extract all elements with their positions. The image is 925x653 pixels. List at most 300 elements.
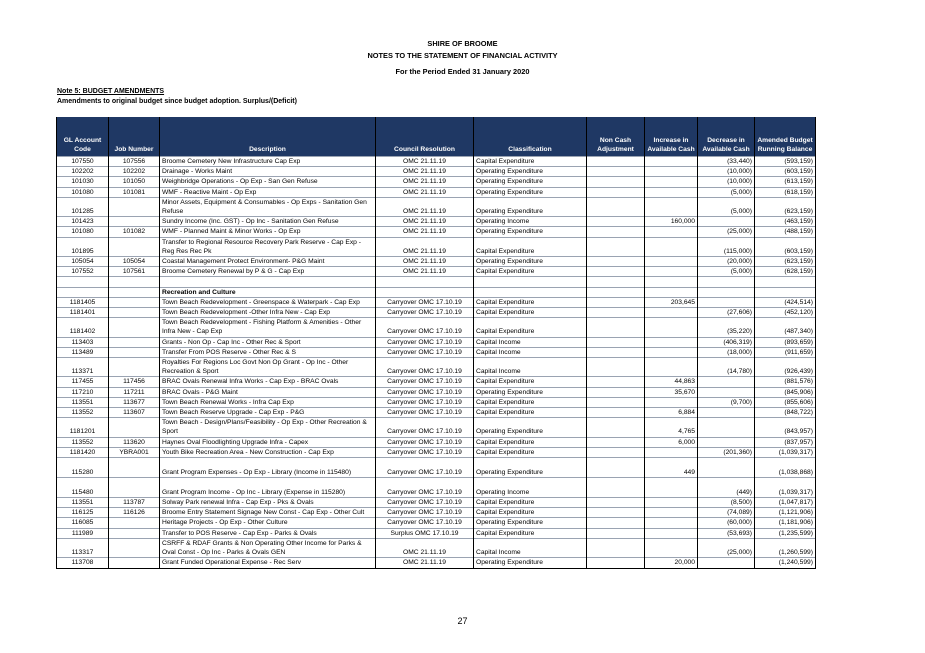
description-cell: Royalties For Regions Loc Govt Non Op Grant - Op Inc - Other Recreation & Sport xyxy=(160,358,376,377)
non-cash-cell xyxy=(587,187,645,197)
col-increase-cash: Increase in Available Cash xyxy=(645,117,698,157)
classification-cell: Capital Expenditure xyxy=(474,308,587,318)
table-row xyxy=(57,197,816,216)
non-cash-cell xyxy=(587,478,645,498)
classification-cell: Capital Income xyxy=(474,337,587,347)
balance-cell: (613,159) xyxy=(755,177,816,187)
col-decrease-cash: Decrease in Available Cash xyxy=(698,117,755,157)
description-cell: Youth Bike Recreation Area - New Construction - Cap Exp xyxy=(160,447,376,457)
classification-cell: Operating Expenditure xyxy=(474,227,587,237)
gl-account-cell: 113552 xyxy=(57,408,109,418)
page-number: 27 xyxy=(457,616,468,626)
resolution-cell: Carryover OMC 17.10.19 xyxy=(376,418,474,437)
non-cash-cell xyxy=(587,447,645,457)
balance-cell: (618,159) xyxy=(755,187,816,197)
resolution-cell: OMC 21.11.19 xyxy=(376,197,474,216)
gl-account-cell: 116085 xyxy=(57,518,109,528)
table-row xyxy=(57,397,816,407)
increase-cell xyxy=(645,177,698,187)
resolution-cell: OMC 21.11.19 xyxy=(376,558,474,568)
classification-cell: Capital Expenditure xyxy=(474,297,587,307)
col-running-balance: Amended Budget Running Balance xyxy=(755,117,816,157)
balance-cell: (845,906) xyxy=(755,387,816,397)
classification-cell: Operating Expenditure xyxy=(474,167,587,177)
budget-amendments-table xyxy=(56,117,816,569)
resolution-cell: OMC 21.11.19 xyxy=(376,538,474,557)
resolution-cell: Carryover OMC 17.10.19 xyxy=(376,508,474,518)
resolution-cell: Carryover OMC 17.10.19 xyxy=(376,297,474,307)
description-cell: Grant Funded Operational Expense - Rec Serv xyxy=(160,558,376,568)
job-number-cell: 113677 xyxy=(109,397,160,407)
job-number-cell xyxy=(109,287,160,297)
resolution-cell: Carryover OMC 17.10.19 xyxy=(376,358,474,377)
decrease-cell: (406,319) xyxy=(698,337,755,347)
increase-cell xyxy=(645,447,698,457)
table-row xyxy=(57,418,816,437)
increase-cell xyxy=(645,498,698,508)
decrease-cell: (5,000) xyxy=(698,197,755,216)
table-row xyxy=(57,408,816,418)
description-cell: Heritage Projects - Op Exp - Other Culture xyxy=(160,518,376,528)
resolution-cell: OMC 21.11.19 xyxy=(376,167,474,177)
job-number-cell xyxy=(109,347,160,357)
table-row xyxy=(57,458,816,478)
gl-account-cell: 101080 xyxy=(57,187,109,197)
decrease-cell xyxy=(698,458,755,478)
non-cash-cell xyxy=(587,237,645,256)
description-cell: Broome Cemetery Renewal by P & G - Cap Exp xyxy=(160,267,376,277)
table-row xyxy=(57,308,816,318)
table-row xyxy=(57,558,816,568)
resolution-cell: Carryover OMC 17.10.19 xyxy=(376,318,474,337)
non-cash-cell xyxy=(587,528,645,538)
increase-cell: 44,863 xyxy=(645,377,698,387)
description-cell: Town Beach Reserve Upgrade - Cap Exp - P&G xyxy=(160,408,376,418)
gl-account-cell: 117455 xyxy=(57,377,109,387)
increase-cell: 449 xyxy=(645,458,698,478)
classification-cell: Capital Expenditure xyxy=(474,267,587,277)
job-number-cell: 117211 xyxy=(109,387,160,397)
decrease-cell xyxy=(698,558,755,568)
resolution-cell: Carryover OMC 17.10.19 xyxy=(376,377,474,387)
description-cell: Recreation and Culture xyxy=(160,287,376,297)
description-cell: Town Beach Renewal Works - Infra Cap Exp xyxy=(160,397,376,407)
classification-cell: Operating Income xyxy=(474,217,587,227)
increase-cell xyxy=(645,287,698,297)
description-cell: BRAC Ovals - P&G Maint xyxy=(160,387,376,397)
balance-cell: (488,159) xyxy=(755,227,816,237)
non-cash-cell xyxy=(587,318,645,337)
description-cell: Town Beach Redevelopment - Greenspace & Waterpark - Cap Exp xyxy=(160,297,376,307)
classification-cell: Capital Income xyxy=(474,347,587,357)
increase-cell xyxy=(645,227,698,237)
balance-cell: (603,159) xyxy=(755,237,816,256)
description-cell: WMF - Planned Maint & Minor Works - Op Exp xyxy=(160,227,376,237)
increase-cell xyxy=(645,267,698,277)
resolution-cell: Surplus OMC 17.10.19 xyxy=(376,528,474,538)
non-cash-cell xyxy=(587,458,645,478)
balance-cell: (881,576) xyxy=(755,377,816,387)
gl-account-cell: 107550 xyxy=(57,157,109,167)
gl-account-cell: 115280 xyxy=(57,458,109,478)
classification-cell: Operating Expenditure xyxy=(474,518,587,528)
job-number-cell xyxy=(109,308,160,318)
job-number-cell: 102202 xyxy=(109,167,160,177)
resolution-cell: OMC 21.11.19 xyxy=(376,187,474,197)
table-row xyxy=(57,498,816,508)
resolution-cell: OMC 21.11.19 xyxy=(376,157,474,167)
job-number-cell: YBRA001 xyxy=(109,447,160,457)
non-cash-cell xyxy=(587,387,645,397)
decrease-cell: (27,606) xyxy=(698,308,755,318)
job-number-cell xyxy=(109,418,160,437)
decrease-cell: (25,000) xyxy=(698,227,755,237)
gl-account-cell: 101285 xyxy=(57,197,109,216)
resolution-cell: Carryover OMC 17.10.19 xyxy=(376,347,474,357)
table-row xyxy=(57,478,816,498)
job-number-cell xyxy=(109,297,160,307)
non-cash-cell xyxy=(587,538,645,557)
job-number-cell xyxy=(109,528,160,538)
decrease-cell xyxy=(698,277,755,287)
table-row xyxy=(57,358,816,377)
col-job-number: Job Number xyxy=(109,117,160,157)
balance-cell: (452,120) xyxy=(755,308,816,318)
decrease-cell: (74,089) xyxy=(698,508,755,518)
non-cash-cell xyxy=(587,157,645,167)
table-row xyxy=(57,267,816,277)
balance-cell: (911,659) xyxy=(755,347,816,357)
gl-account-cell: 101080 xyxy=(57,227,109,237)
gl-account-cell: 1181201 xyxy=(57,418,109,437)
non-cash-cell xyxy=(587,397,645,407)
resolution-cell: OMC 21.11.19 xyxy=(376,257,474,267)
non-cash-cell xyxy=(587,358,645,377)
balance-cell: (1,039,317) xyxy=(755,447,816,457)
non-cash-cell xyxy=(587,558,645,568)
decrease-cell: (18,000) xyxy=(698,347,755,357)
balance-cell: (1,047,817) xyxy=(755,498,816,508)
description-cell: Broome Cemetery New Infrastructure Cap Exp xyxy=(160,157,376,167)
decrease-cell: (8,500) xyxy=(698,498,755,508)
classification-cell: Capital Expenditure xyxy=(474,508,587,518)
description-cell: Town Beach Redevelopment - Fishing Platform & Amenities - Other Infra New - Cap Exp xyxy=(160,318,376,337)
non-cash-cell xyxy=(587,257,645,267)
non-cash-cell xyxy=(587,227,645,237)
increase-cell xyxy=(645,347,698,357)
resolution-cell: Carryover OMC 17.10.19 xyxy=(376,518,474,528)
job-number-cell xyxy=(109,277,160,287)
non-cash-cell xyxy=(587,408,645,418)
classification-cell: Operating Expenditure xyxy=(474,177,587,187)
job-number-cell: 105054 xyxy=(109,257,160,267)
non-cash-cell xyxy=(587,308,645,318)
table-row xyxy=(57,437,816,447)
increase-cell xyxy=(645,167,698,177)
org-name: SHIRE OF BROOME xyxy=(427,39,498,48)
gl-account-cell: 113708 xyxy=(57,558,109,568)
resolution-cell xyxy=(376,287,474,297)
increase-cell xyxy=(645,528,698,538)
col-council-resolution: Council Resolution xyxy=(376,117,474,157)
description-cell: Drainage - Works Maint xyxy=(160,167,376,177)
non-cash-cell xyxy=(587,287,645,297)
description-cell: CSRFF & RDAF Grants & Non Operating Other Income for Parks & Oval Const - Op Inc - Parks & Ovals GEN xyxy=(160,538,376,557)
col-gl-account: GL Account Code xyxy=(57,117,109,157)
job-number-cell xyxy=(109,458,160,478)
decrease-cell: (201,360) xyxy=(698,447,755,457)
resolution-cell: OMC 21.11.19 xyxy=(376,267,474,277)
classification-cell: Capital Expenditure xyxy=(474,447,587,457)
increase-cell xyxy=(645,337,698,347)
table-row xyxy=(57,157,816,167)
non-cash-cell xyxy=(587,418,645,437)
description-cell: Grants - Non Op - Cap Inc - Other Rec & Sport xyxy=(160,337,376,347)
table-row xyxy=(57,287,816,297)
increase-cell xyxy=(645,308,698,318)
non-cash-cell xyxy=(587,508,645,518)
job-number-cell xyxy=(109,217,160,227)
description-cell xyxy=(160,277,376,287)
balance-cell: (593,159) xyxy=(755,157,816,167)
job-number-cell: 113787 xyxy=(109,498,160,508)
resolution-cell: Carryover OMC 17.10.19 xyxy=(376,387,474,397)
gl-account-cell: 101423 xyxy=(57,217,109,227)
gl-account-cell: 116125 xyxy=(57,508,109,518)
gl-account-cell: 1181420 xyxy=(57,447,109,457)
decrease-cell: (9,700) xyxy=(698,397,755,407)
gl-account-cell: 113317 xyxy=(57,538,109,557)
description-cell: Town Beach - Design/Plans/Feasibility - Op Exp - Other Recreation & Sport xyxy=(160,418,376,437)
increase-cell xyxy=(645,538,698,557)
table-row xyxy=(57,318,816,337)
description-cell: Transfer to POS Reserve - Cap Exp - Parks & Ovals xyxy=(160,528,376,538)
resolution-cell: Carryover OMC 17.10.19 xyxy=(376,308,474,318)
balance-cell xyxy=(755,277,816,287)
non-cash-cell xyxy=(587,518,645,528)
resolution-cell: OMC 21.11.19 xyxy=(376,237,474,256)
description-cell: WMF - Reactive Maint - Op Exp xyxy=(160,187,376,197)
decrease-cell: (14,780) xyxy=(698,358,755,377)
classification-cell: Capital Expenditure xyxy=(474,157,587,167)
classification-cell xyxy=(474,287,587,297)
description-cell: Haynes Oval Floodlighting Upgrade Infra - Capex xyxy=(160,437,376,447)
gl-account-cell: 1181405 xyxy=(57,297,109,307)
resolution-cell: OMC 21.11.19 xyxy=(376,227,474,237)
non-cash-cell xyxy=(587,197,645,216)
col-description: Description xyxy=(160,117,376,157)
decrease-cell: (5,000) xyxy=(698,267,755,277)
non-cash-cell xyxy=(587,267,645,277)
report-title: NOTES TO THE STATEMENT OF FINANCIAL ACTIVITY xyxy=(367,51,558,60)
classification-cell: Capital Expenditure xyxy=(474,437,587,447)
classification-cell: Capital Expenditure xyxy=(474,528,587,538)
resolution-cell: Carryover OMC 17.10.19 xyxy=(376,478,474,498)
balance-cell: (926,439) xyxy=(755,358,816,377)
balance-cell: (848,722) xyxy=(755,408,816,418)
classification-cell: Operating Expenditure xyxy=(474,387,587,397)
resolution-cell: Carryover OMC 17.10.19 xyxy=(376,498,474,508)
increase-cell xyxy=(645,257,698,267)
balance-cell: (1,260,599) xyxy=(755,538,816,557)
gl-account-cell: 101030 xyxy=(57,177,109,187)
classification-cell: Operating Expenditure xyxy=(474,257,587,267)
increase-cell xyxy=(645,318,698,337)
decrease-cell xyxy=(698,297,755,307)
increase-cell xyxy=(645,237,698,256)
gl-account-cell: 113551 xyxy=(57,498,109,508)
balance-cell: (843,957) xyxy=(755,418,816,437)
table-row xyxy=(57,167,816,177)
gl-account-cell: 1181401 xyxy=(57,308,109,318)
classification-cell: Capital Expenditure xyxy=(474,397,587,407)
resolution-cell: Carryover OMC 17.10.19 xyxy=(376,337,474,347)
decrease-cell xyxy=(698,287,755,297)
job-number-cell: 117456 xyxy=(109,377,160,387)
gl-account-cell: 111989 xyxy=(57,528,109,538)
non-cash-cell xyxy=(587,498,645,508)
job-number-cell: 113620 xyxy=(109,437,160,447)
description-cell: Minor Assets, Equipment & Consumables - Op Exps - Sanitation Gen Refuse xyxy=(160,197,376,216)
decrease-cell: (449) xyxy=(698,478,755,498)
table-row xyxy=(57,528,816,538)
gl-account-cell: 101895 xyxy=(57,237,109,256)
decrease-cell xyxy=(698,377,755,387)
decrease-cell: (5,000) xyxy=(698,187,755,197)
table-row xyxy=(57,337,816,347)
balance-cell: (1,121,906) xyxy=(755,508,816,518)
decrease-cell: (10,000) xyxy=(698,177,755,187)
job-number-cell: 116126 xyxy=(109,508,160,518)
increase-cell xyxy=(645,277,698,287)
table-row xyxy=(57,538,816,557)
description-cell: Grant Program Expenses - Op Exp - Library (Income in 115480) xyxy=(160,458,376,478)
job-number-cell xyxy=(109,478,160,498)
description-cell: Grant Program Income - Op Inc - Library (Expense in 115280) xyxy=(160,478,376,498)
balance-cell: (463,159) xyxy=(755,217,816,227)
balance-cell: (837,957) xyxy=(755,437,816,447)
non-cash-cell xyxy=(587,347,645,357)
classification-cell: Capital Income xyxy=(474,358,587,377)
balance-cell: (623,159) xyxy=(755,197,816,216)
job-number-cell: 101050 xyxy=(109,177,160,187)
balance-cell: (1,039,317) xyxy=(755,478,816,498)
resolution-cell: Carryover OMC 17.10.19 xyxy=(376,397,474,407)
resolution-cell: OMC 21.11.19 xyxy=(376,177,474,187)
decrease-cell xyxy=(698,437,755,447)
job-number-cell: 113607 xyxy=(109,408,160,418)
table-row xyxy=(57,518,816,528)
balance-cell: (855,606) xyxy=(755,397,816,407)
table-row xyxy=(57,508,816,518)
balance-cell: (1,038,868) xyxy=(755,458,816,478)
job-number-cell xyxy=(109,518,160,528)
resolution-cell: OMC 21.11.19 xyxy=(376,217,474,227)
classification-cell: Operating Income xyxy=(474,478,587,498)
decrease-cell: (35,220) xyxy=(698,318,755,337)
job-number-cell xyxy=(109,538,160,557)
job-number-cell xyxy=(109,337,160,347)
balance-cell: (623,159) xyxy=(755,257,816,267)
col-classification: Classification xyxy=(474,117,587,157)
resolution-cell: Carryover OMC 17.10.19 xyxy=(376,408,474,418)
non-cash-cell xyxy=(587,437,645,447)
classification-cell: Capital Income xyxy=(474,538,587,557)
job-number-cell xyxy=(109,237,160,256)
description-cell: Transfer From POS Reserve - Other Rec & S xyxy=(160,347,376,357)
gl-account-cell xyxy=(57,277,109,287)
non-cash-cell xyxy=(587,167,645,177)
gl-account-cell: 115480 xyxy=(57,478,109,498)
classification-cell: Capital Expenditure xyxy=(474,377,587,387)
decrease-cell xyxy=(698,387,755,397)
description-cell: Sundry Income (Inc. GST) - Op Inc - Sanitation Gen Refuse xyxy=(160,217,376,227)
increase-cell: 4,765 xyxy=(645,418,698,437)
description-cell: Weighbridge Operations - Op Exp - San Gen Refuse xyxy=(160,177,376,187)
table-row xyxy=(57,237,816,256)
gl-account-cell: 113371 xyxy=(57,358,109,377)
increase-cell: 6,884 xyxy=(645,408,698,418)
balance-cell: (1,240,599) xyxy=(755,558,816,568)
increase-cell xyxy=(645,397,698,407)
increase-cell: 203,645 xyxy=(645,297,698,307)
description-cell: Solway Park renewal Infra - Cap Exp - Pks & Ovals xyxy=(160,498,376,508)
gl-account-cell: 113403 xyxy=(57,337,109,347)
note-heading: Note 5: BUDGET AMENDMENTS xyxy=(57,88,165,95)
decrease-cell xyxy=(698,217,755,227)
increase-cell xyxy=(645,187,698,197)
table-row xyxy=(57,387,816,397)
table-header-row xyxy=(57,117,816,157)
classification-cell xyxy=(474,277,587,287)
job-number-cell: 107561 xyxy=(109,267,160,277)
balance-cell: (1,235,599) xyxy=(755,528,816,538)
job-number-cell: 101082 xyxy=(109,227,160,237)
table-row xyxy=(57,377,816,387)
gl-account-cell: 107552 xyxy=(57,267,109,277)
description-cell: Broome Entry Statement Signage New Const - Cap Exp - Other Cult xyxy=(160,508,376,518)
decrease-cell: (53,693) xyxy=(698,528,755,538)
description-cell: Town Beach Redevelopment -Other Infra New - Cap Exp xyxy=(160,308,376,318)
increase-cell xyxy=(645,358,698,377)
classification-cell: Operating Expenditure xyxy=(474,558,587,568)
gl-account-cell: 113489 xyxy=(57,347,109,357)
increase-cell: 160,000 xyxy=(645,217,698,227)
decrease-cell xyxy=(698,418,755,437)
decrease-cell: (33,440) xyxy=(698,157,755,167)
non-cash-cell xyxy=(587,277,645,287)
classification-cell: Capital Expenditure xyxy=(474,408,587,418)
table-row xyxy=(57,177,816,187)
job-number-cell xyxy=(109,318,160,337)
gl-account-cell: 113551 xyxy=(57,397,109,407)
decrease-cell: (115,000) xyxy=(698,237,755,256)
classification-cell: Operating Expenditure xyxy=(474,418,587,437)
balance-cell: (603,159) xyxy=(755,167,816,177)
increase-cell: 6,000 xyxy=(645,437,698,447)
gl-account-cell: 1181402 xyxy=(57,318,109,337)
balance-cell xyxy=(755,287,816,297)
decrease-cell: (25,000) xyxy=(698,538,755,557)
gl-account-cell xyxy=(57,287,109,297)
classification-cell: Capital Expenditure xyxy=(474,498,587,508)
balance-cell: (424,514) xyxy=(755,297,816,307)
description-cell: Coastal Management Protect Environment- P&G Maint xyxy=(160,257,376,267)
table-row xyxy=(57,277,816,287)
table-row xyxy=(57,187,816,197)
table-row xyxy=(57,447,816,457)
non-cash-cell xyxy=(587,217,645,227)
